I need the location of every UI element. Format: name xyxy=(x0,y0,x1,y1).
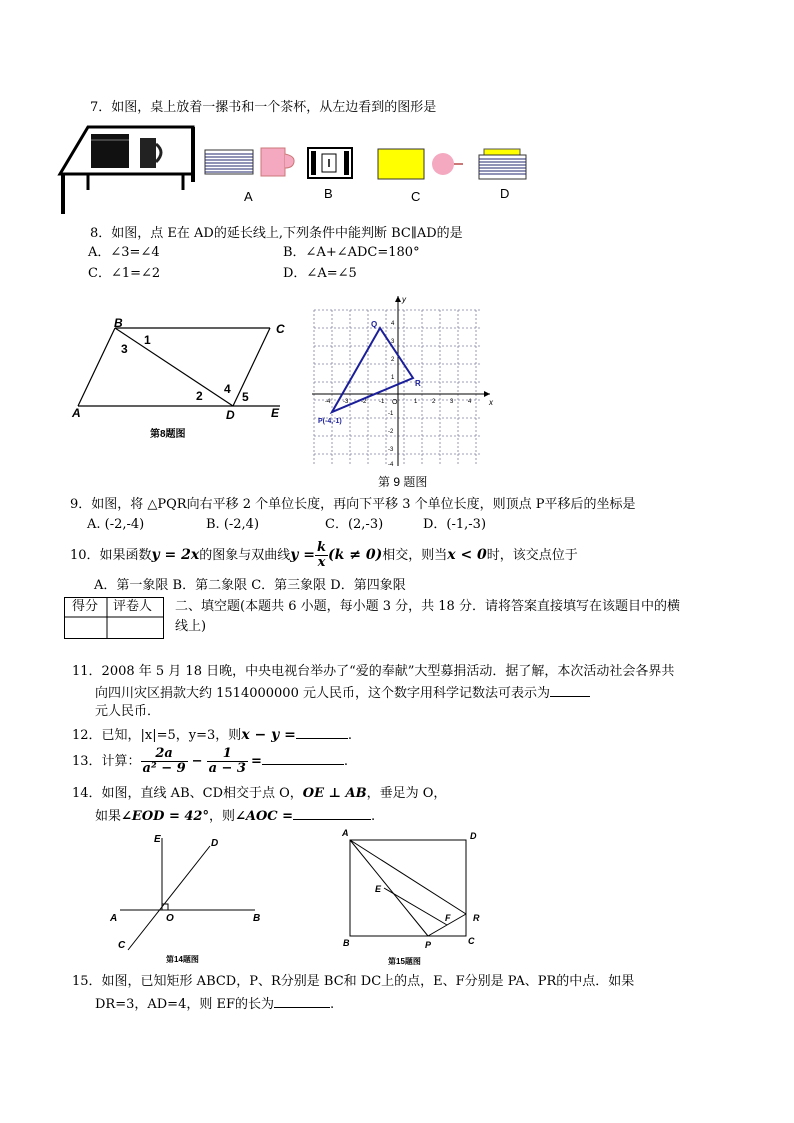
q9-xtick: -1 xyxy=(379,399,385,405)
q14-line2-expr1: ∠EOD = 42° xyxy=(121,809,209,824)
q7-option-d-label: D xyxy=(500,186,510,201)
q11-line3: 元人民币． xyxy=(95,704,161,719)
q9-ytick: -2 xyxy=(388,429,394,435)
q14-line2-expr2: ∠AOC = xyxy=(234,809,294,824)
q10-line xyxy=(70,540,578,570)
q10-den: x xyxy=(317,555,326,570)
q14-line2-mid: ，则 xyxy=(208,809,235,824)
q8-option-b: B．∠A+∠ADC=180° xyxy=(283,245,420,260)
q12-line: 12．已知，|x|=5，y=3，则x − y = . xyxy=(72,727,353,743)
q10-num: k xyxy=(317,540,327,555)
q15-label-f: F xyxy=(445,913,451,923)
q9-x-label: x xyxy=(489,398,493,407)
q7-option-b-label: B xyxy=(324,186,333,201)
q10-post: 相交，则当 xyxy=(382,548,448,563)
q14-line1-expr: OE ⊥ AB xyxy=(302,786,367,801)
section2-line2: 线上) xyxy=(175,619,207,634)
q14-line1-pre: 14．如图，直线 AB、CD相交于点 O， xyxy=(72,786,303,801)
q14-label-d: D xyxy=(211,838,219,849)
q9-ytick: -4 xyxy=(388,462,394,468)
q9-label-p: P(-4,-1) xyxy=(318,418,342,425)
q12-pre: 12．已知，|x|=5，y=3，则 xyxy=(72,728,242,743)
q7-table-figure xyxy=(58,122,198,217)
q15-label-d: D xyxy=(470,831,477,841)
q12-answer-blank[interactable] xyxy=(296,726,348,739)
q14-label-e: E xyxy=(154,834,161,845)
q9-ytick: 2 xyxy=(391,357,395,363)
q10-fraction xyxy=(315,541,328,570)
q15-figure xyxy=(338,828,488,968)
q13-frac2 xyxy=(207,747,248,776)
q15-answer-blank[interactable] xyxy=(274,995,330,1008)
q8-caption: 第8题图 xyxy=(150,429,186,440)
q15-label-c: C xyxy=(468,936,475,946)
q11-answer-blank[interactable] xyxy=(550,684,590,697)
q8-option-a: A．∠3=∠4 xyxy=(88,245,160,260)
q9-xtick: -4 xyxy=(325,399,331,405)
q9-ytick: 3 xyxy=(391,339,395,345)
q8-label-e: E xyxy=(271,406,280,420)
q9-caption: 第 9 题图 xyxy=(378,475,428,489)
q9-xtick: 4 xyxy=(468,399,472,405)
q15-label-r: R xyxy=(473,913,480,923)
q9-ytick: -3 xyxy=(388,447,394,453)
q15-line2: DR=3，AD=4，则 EF的长为 . xyxy=(95,997,335,1012)
q15-label-b: B xyxy=(343,938,350,948)
q13-d1: a² − 9 xyxy=(142,761,186,776)
q8-label-a: A xyxy=(72,406,81,420)
q14-label-a: A xyxy=(110,913,118,924)
q9-figure xyxy=(312,292,497,470)
q9-ytick: -1 xyxy=(388,411,394,417)
q8-figure xyxy=(70,318,295,443)
q11-line2-text: 向四川灾区捐款大约 1514000000 元人民币，这个数字用科学记数法可表示为 xyxy=(95,686,550,701)
q10-xcond: x < 0 xyxy=(447,547,487,563)
q8-label-c: C xyxy=(276,322,285,336)
q13-frac1 xyxy=(141,747,188,776)
q14-line2-pre: 如果 xyxy=(95,809,122,824)
q10-mid: 的图象与双曲线 xyxy=(199,548,291,563)
q9-xtick: -3 xyxy=(343,399,349,405)
q7-option-c-label: C xyxy=(411,189,421,204)
q13-n2: 1 xyxy=(207,747,248,762)
q7-option-b-figure xyxy=(308,148,352,178)
q13-d2: a − 3 xyxy=(208,761,246,776)
q13-line: 13．计算： $\frac{2a}{\text{a² − 9}}$ − $\frac{1}{a - 3}$ = . xyxy=(72,746,349,776)
section2-line1: 二、填空题(本题共 6 小题，每小题 3 分，共 18 分．请将答案直接填写在该题目中的横 xyxy=(175,599,680,614)
q7-option-d-figure xyxy=(478,148,528,180)
q8-label-4: 4 xyxy=(224,382,231,396)
q10-pre: 10．如果函数 xyxy=(70,548,152,563)
q15-line2-text: DR=3，AD=4，则 EF的长为 xyxy=(95,997,274,1012)
q8-label-3: 3 xyxy=(121,342,128,356)
q9-option-d: D．(-1,-3) xyxy=(423,517,487,532)
q15-label-p: P xyxy=(425,940,432,950)
q14-caption: 第14题图 xyxy=(166,955,199,964)
q7-option-a-figure xyxy=(205,148,255,176)
q9-ytick: 1 xyxy=(391,375,395,381)
q7-option-a-label: A xyxy=(244,189,253,204)
q9-text: 9．如图，将 △PQR向右平移 2 个单位长度，再向下平移 3 个单位长度，则顶点 P平移后的坐标是 xyxy=(70,497,636,512)
q13-answer-blank[interactable] xyxy=(262,752,344,765)
q9-y-label: y xyxy=(402,295,406,304)
q15-caption: 第15题图 xyxy=(388,957,421,966)
q9-option-a: A. (-2,-4) xyxy=(87,517,145,532)
q14-line2: 如果∠EOD = 42°，则∠AOC = . xyxy=(95,809,376,824)
q13-eq: = xyxy=(250,754,262,769)
q14-figure xyxy=(100,828,270,970)
q9-label-q: Q xyxy=(371,320,378,329)
q9-xtick: 2 xyxy=(432,399,436,405)
q7-option-c-figure xyxy=(377,148,467,180)
q8-label-5: 5 xyxy=(242,390,249,404)
q15-line1: 15．如图，已知矩形 ABCD，P、R分别是 BC和 DC上的点，E、F分别是 PA、PR的中点．如果 xyxy=(72,974,635,989)
q9-ytick: 4 xyxy=(391,321,395,327)
grader-label: 评卷人 xyxy=(113,599,153,614)
q13-pre: 13．计算： xyxy=(72,754,141,769)
q8-label-2: 2 xyxy=(196,389,203,403)
q11-line2 xyxy=(95,684,590,702)
q9-origin-label: O xyxy=(392,399,398,406)
q8-label-d: D xyxy=(226,408,235,422)
q7-text: 7．如图，桌上放着一摞书和一个茶杯，从左边看到的图形是 xyxy=(90,100,437,115)
q8-option-c: C．∠1=∠2 xyxy=(88,266,161,281)
q14-label-b: B xyxy=(253,913,261,924)
q9-xtick: -2 xyxy=(361,399,367,405)
q10-cond: (k ≠ 0) xyxy=(328,547,383,563)
q10-post2: 时，该交点位于 xyxy=(486,548,578,563)
q15-label-a: A xyxy=(342,828,349,838)
q11-line1: 11．2008 年 5 月 18 日晚，中央电视台举办了“爱的奉献”大型募捐活动．据了解，本次活动社会各界共 xyxy=(72,664,675,679)
q14-label-c: C xyxy=(118,940,126,951)
q8-label-1: 1 xyxy=(144,333,151,347)
q9-label-r: R xyxy=(415,379,421,388)
q9-option-c: C．(2,-3) xyxy=(325,517,384,532)
q8-text: 8．如图，点 E在 AD的延长线上,下列条件中能判断 BC∥AD的是 xyxy=(90,226,463,241)
q13-n1: 2a xyxy=(141,747,188,762)
q8-option-d: D．∠A=∠5 xyxy=(283,266,357,281)
q14-label-o: O xyxy=(166,913,174,924)
score-label: 得分 xyxy=(72,599,99,614)
q9-xtick: 3 xyxy=(450,399,454,405)
q15-label-e: E xyxy=(375,884,382,894)
q9-option-b: B. (-2,4) xyxy=(206,517,260,532)
q14-line1 xyxy=(72,786,446,802)
q14-answer-blank[interactable] xyxy=(293,807,371,820)
q10-options: A．第一象限 B．第二象限 C．第三象限 D．第四象限 xyxy=(94,578,406,593)
q14-line1-post: ，垂足为 O， xyxy=(366,786,447,801)
q10-y: y = xyxy=(290,547,316,563)
q7-option-a-cup xyxy=(261,146,297,178)
q9-xtick: 1 xyxy=(414,399,418,405)
q12-expr: x − y = xyxy=(241,727,296,743)
q8-label-b: B xyxy=(114,316,123,330)
q10-func: y = 2x xyxy=(151,547,200,563)
